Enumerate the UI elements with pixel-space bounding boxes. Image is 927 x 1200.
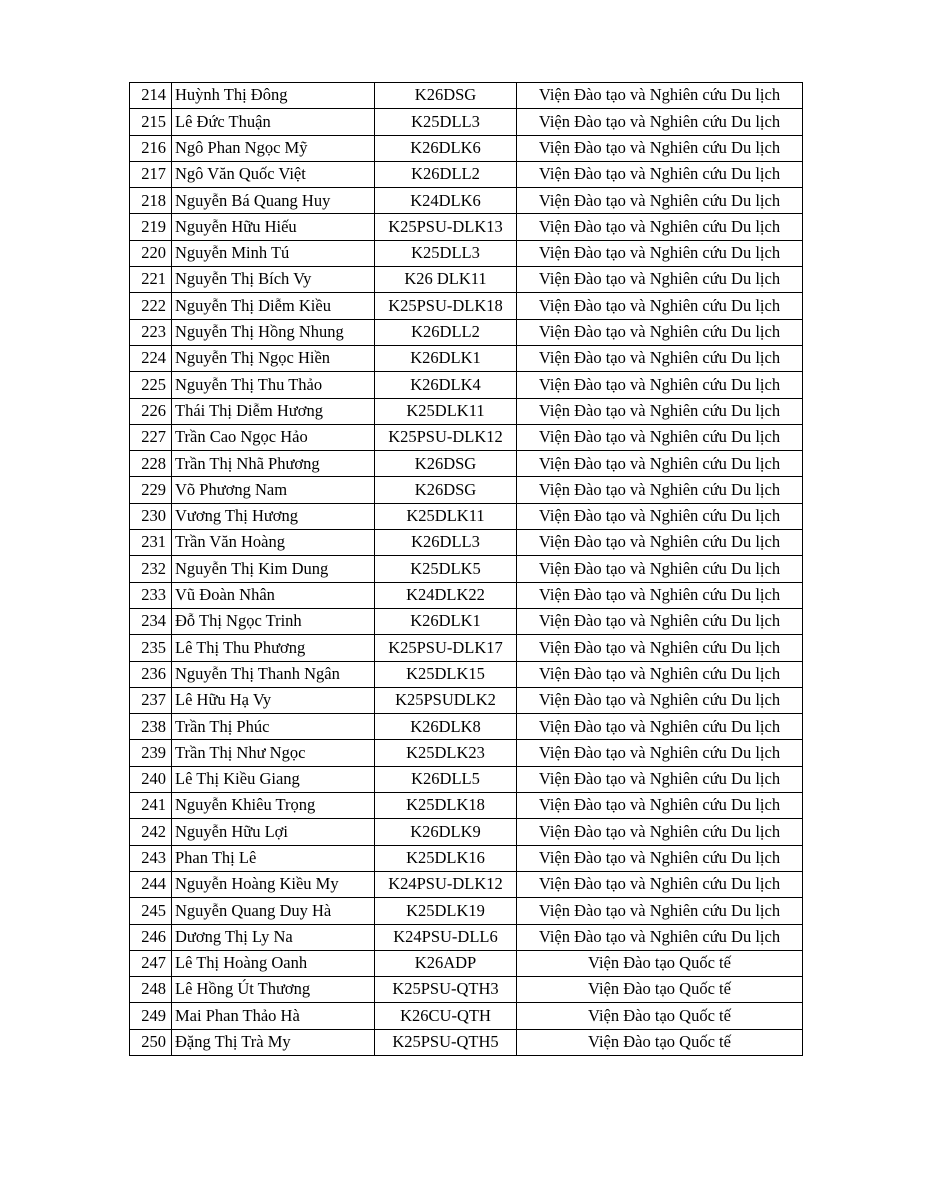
- student-name-cell: Nguyễn Hữu Lợi: [172, 819, 375, 845]
- class-code-cell: K25DLK5: [375, 556, 517, 582]
- student-name-cell: Lê Hữu Hạ Vy: [172, 687, 375, 713]
- row-number-cell: 244: [130, 871, 172, 897]
- student-name-cell: Lê Đức Thuận: [172, 109, 375, 135]
- institute-cell: Viện Đào tạo và Nghiên cứu Du lịch: [517, 714, 803, 740]
- class-code-cell: K24PSU-DLL6: [375, 924, 517, 950]
- table-row: [130, 372, 803, 398]
- student-name-cell: Nguyễn Thị Thu Thảo: [172, 372, 375, 398]
- table-row: [130, 319, 803, 345]
- class-code-cell: K26DSG: [375, 451, 517, 477]
- institute-cell: Viện Đào tạo và Nghiên cứu Du lịch: [517, 240, 803, 266]
- row-number-cell: 229: [130, 477, 172, 503]
- table-row: [130, 556, 803, 582]
- row-number-cell: 230: [130, 503, 172, 529]
- table-row: [130, 530, 803, 556]
- row-number-cell: 216: [130, 135, 172, 161]
- class-code-cell: K26 DLK11: [375, 267, 517, 293]
- table-row: [130, 950, 803, 976]
- class-code-cell: K25PSU-DLK13: [375, 214, 517, 240]
- table-row: [130, 582, 803, 608]
- class-code-cell: K26DLK1: [375, 608, 517, 634]
- table-row: [130, 714, 803, 740]
- class-code-cell: K26DLK1: [375, 345, 517, 371]
- class-code-cell: K26DLK8: [375, 714, 517, 740]
- student-name-cell: Nguyễn Quang Duy Hà: [172, 898, 375, 924]
- institute-cell: Viện Đào tạo và Nghiên cứu Du lịch: [517, 319, 803, 345]
- institute-cell: Viện Đào tạo và Nghiên cứu Du lịch: [517, 661, 803, 687]
- table-row: [130, 635, 803, 661]
- student-list-table: [129, 82, 803, 1056]
- table-row: [130, 793, 803, 819]
- institute-cell: Viện Đào tạo Quốc tế: [517, 1003, 803, 1029]
- table-row: [130, 345, 803, 371]
- class-code-cell: K25DLK18: [375, 793, 517, 819]
- row-number-cell: 240: [130, 766, 172, 792]
- student-name-cell: Lê Hồng Út Thương: [172, 977, 375, 1003]
- table-row: [130, 687, 803, 713]
- class-code-cell: K25DLK23: [375, 740, 517, 766]
- student-name-cell: Lê Thị Thu Phương: [172, 635, 375, 661]
- institute-cell: Viện Đào tạo và Nghiên cứu Du lịch: [517, 477, 803, 503]
- class-code-cell: K25DLK11: [375, 503, 517, 529]
- student-name-cell: Nguyễn Thị Diễm Kiều: [172, 293, 375, 319]
- institute-cell: Viện Đào tạo và Nghiên cứu Du lịch: [517, 135, 803, 161]
- class-code-cell: K26DLK6: [375, 135, 517, 161]
- row-number-cell: 243: [130, 845, 172, 871]
- student-name-cell: Dương Thị Ly Na: [172, 924, 375, 950]
- table-row: [130, 845, 803, 871]
- student-name-cell: Nguyễn Thị Kim Dung: [172, 556, 375, 582]
- institute-cell: Viện Đào tạo và Nghiên cứu Du lịch: [517, 766, 803, 792]
- class-code-cell: K26DLL2: [375, 161, 517, 187]
- row-number-cell: 233: [130, 582, 172, 608]
- class-code-cell: K24PSU-DLK12: [375, 871, 517, 897]
- institute-cell: Viện Đào tạo và Nghiên cứu Du lịch: [517, 582, 803, 608]
- institute-cell: Viện Đào tạo và Nghiên cứu Du lịch: [517, 293, 803, 319]
- class-code-cell: K26DLK4: [375, 372, 517, 398]
- table-row: [130, 819, 803, 845]
- institute-cell: Viện Đào tạo và Nghiên cứu Du lịch: [517, 556, 803, 582]
- student-name-cell: Trần Thị Nhã Phương: [172, 451, 375, 477]
- class-code-cell: K25PSU-DLK17: [375, 635, 517, 661]
- institute-cell: Viện Đào tạo và Nghiên cứu Du lịch: [517, 345, 803, 371]
- class-code-cell: K26DLL5: [375, 766, 517, 792]
- table-row: [130, 740, 803, 766]
- class-code-cell: K25PSU-QTH3: [375, 977, 517, 1003]
- row-number-cell: 248: [130, 977, 172, 1003]
- row-number-cell: 231: [130, 530, 172, 556]
- institute-cell: Viện Đào tạo và Nghiên cứu Du lịch: [517, 608, 803, 634]
- table-row: [130, 1029, 803, 1055]
- class-code-cell: K26DLL2: [375, 319, 517, 345]
- class-code-cell: K25DLK15: [375, 661, 517, 687]
- table-row: [130, 398, 803, 424]
- row-number-cell: 220: [130, 240, 172, 266]
- table-body: [130, 83, 803, 1056]
- row-number-cell: 221: [130, 267, 172, 293]
- student-name-cell: Ngô Văn Quốc Việt: [172, 161, 375, 187]
- row-number-cell: 235: [130, 635, 172, 661]
- class-code-cell: K25DLL3: [375, 240, 517, 266]
- student-name-cell: Trần Thị Như Ngọc: [172, 740, 375, 766]
- institute-cell: Viện Đào tạo và Nghiên cứu Du lịch: [517, 503, 803, 529]
- institute-cell: Viện Đào tạo và Nghiên cứu Du lịch: [517, 214, 803, 240]
- row-number-cell: 238: [130, 714, 172, 740]
- table-row: [130, 898, 803, 924]
- row-number-cell: 215: [130, 109, 172, 135]
- row-number-cell: 247: [130, 950, 172, 976]
- row-number-cell: 234: [130, 608, 172, 634]
- table-row: [130, 766, 803, 792]
- row-number-cell: 223: [130, 319, 172, 345]
- institute-cell: Viện Đào tạo Quốc tế: [517, 1029, 803, 1055]
- student-name-cell: Nguyễn Hoàng Kiều My: [172, 871, 375, 897]
- class-code-cell: K26ADP: [375, 950, 517, 976]
- student-name-cell: Trần Cao Ngọc Hảo: [172, 424, 375, 450]
- institute-cell: Viện Đào tạo và Nghiên cứu Du lịch: [517, 687, 803, 713]
- table-row: [130, 977, 803, 1003]
- institute-cell: Viện Đào tạo và Nghiên cứu Du lịch: [517, 451, 803, 477]
- student-name-cell: Huỳnh Thị Đông: [172, 83, 375, 109]
- table-row: [130, 83, 803, 109]
- row-number-cell: 214: [130, 83, 172, 109]
- row-number-cell: 217: [130, 161, 172, 187]
- table-row: [130, 477, 803, 503]
- class-code-cell: K26DSG: [375, 83, 517, 109]
- row-number-cell: 224: [130, 345, 172, 371]
- table-row: [130, 1003, 803, 1029]
- student-name-cell: Võ Phương Nam: [172, 477, 375, 503]
- class-code-cell: K25DLK19: [375, 898, 517, 924]
- table-row: [130, 924, 803, 950]
- institute-cell: Viện Đào tạo Quốc tế: [517, 977, 803, 1003]
- table-row: [130, 608, 803, 634]
- row-number-cell: 219: [130, 214, 172, 240]
- institute-cell: Viện Đào tạo và Nghiên cứu Du lịch: [517, 635, 803, 661]
- class-code-cell: K26DSG: [375, 477, 517, 503]
- row-number-cell: 222: [130, 293, 172, 319]
- table-row: [130, 214, 803, 240]
- institute-cell: Viện Đào tạo và Nghiên cứu Du lịch: [517, 424, 803, 450]
- table-row: [130, 135, 803, 161]
- institute-cell: Viện Đào tạo và Nghiên cứu Du lịch: [517, 871, 803, 897]
- table-row: [130, 424, 803, 450]
- student-name-cell: Vũ Đoàn Nhân: [172, 582, 375, 608]
- institute-cell: Viện Đào tạo và Nghiên cứu Du lịch: [517, 740, 803, 766]
- class-code-cell: K25PSU-QTH5: [375, 1029, 517, 1055]
- class-code-cell: K25DLK11: [375, 398, 517, 424]
- row-number-cell: 242: [130, 819, 172, 845]
- table-row: [130, 161, 803, 187]
- row-number-cell: 232: [130, 556, 172, 582]
- class-code-cell: K24DLK22: [375, 582, 517, 608]
- student-name-cell: Thái Thị Diễm Hương: [172, 398, 375, 424]
- row-number-cell: 226: [130, 398, 172, 424]
- student-name-cell: Ngô Phan Ngọc Mỹ: [172, 135, 375, 161]
- row-number-cell: 245: [130, 898, 172, 924]
- student-name-cell: Nguyễn Thị Bích Vy: [172, 267, 375, 293]
- class-code-cell: K25DLL3: [375, 109, 517, 135]
- row-number-cell: 239: [130, 740, 172, 766]
- table-row: [130, 871, 803, 897]
- row-number-cell: 225: [130, 372, 172, 398]
- class-code-cell: K24DLK6: [375, 188, 517, 214]
- institute-cell: Viện Đào tạo và Nghiên cứu Du lịch: [517, 898, 803, 924]
- row-number-cell: 218: [130, 188, 172, 214]
- class-code-cell: K26DLK9: [375, 819, 517, 845]
- class-code-cell: K25PSU-DLK12: [375, 424, 517, 450]
- row-number-cell: 228: [130, 451, 172, 477]
- student-name-cell: Lê Thị Kiều Giang: [172, 766, 375, 792]
- class-code-cell: K25PSUDLK2: [375, 687, 517, 713]
- student-name-cell: Nguyễn Thị Hồng Nhung: [172, 319, 375, 345]
- row-number-cell: 237: [130, 687, 172, 713]
- student-name-cell: Nguyễn Bá Quang Huy: [172, 188, 375, 214]
- institute-cell: Viện Đào tạo và Nghiên cứu Du lịch: [517, 845, 803, 871]
- table-row: [130, 188, 803, 214]
- student-name-cell: Nguyễn Thị Thanh Ngân: [172, 661, 375, 687]
- institute-cell: Viện Đào tạo và Nghiên cứu Du lịch: [517, 161, 803, 187]
- student-name-cell: Vương Thị Hương: [172, 503, 375, 529]
- row-number-cell: 249: [130, 1003, 172, 1029]
- table-row: [130, 293, 803, 319]
- class-code-cell: K25PSU-DLK18: [375, 293, 517, 319]
- student-name-cell: Đỗ Thị Ngọc Trinh: [172, 608, 375, 634]
- row-number-cell: 241: [130, 793, 172, 819]
- institute-cell: Viện Đào tạo và Nghiên cứu Du lịch: [517, 530, 803, 556]
- student-name-cell: Mai Phan Thảo Hà: [172, 1003, 375, 1029]
- table-row: [130, 661, 803, 687]
- student-name-cell: Nguyễn Thị Ngọc Hiền: [172, 345, 375, 371]
- student-name-cell: Trần Thị Phúc: [172, 714, 375, 740]
- student-name-cell: Lê Thị Hoàng Oanh: [172, 950, 375, 976]
- student-name-cell: Đặng Thị Trà My: [172, 1029, 375, 1055]
- row-number-cell: 246: [130, 924, 172, 950]
- student-name-cell: Nguyễn Hữu Hiếu: [172, 214, 375, 240]
- institute-cell: Viện Đào tạo và Nghiên cứu Du lịch: [517, 793, 803, 819]
- institute-cell: Viện Đào tạo và Nghiên cứu Du lịch: [517, 83, 803, 109]
- institute-cell: Viện Đào tạo và Nghiên cứu Du lịch: [517, 109, 803, 135]
- student-name-cell: Trần Văn Hoàng: [172, 530, 375, 556]
- row-number-cell: 236: [130, 661, 172, 687]
- table-row: [130, 109, 803, 135]
- table-row: [130, 240, 803, 266]
- institute-cell: Viện Đào tạo và Nghiên cứu Du lịch: [517, 398, 803, 424]
- institute-cell: Viện Đào tạo và Nghiên cứu Du lịch: [517, 372, 803, 398]
- student-name-cell: Nguyễn Minh Tú: [172, 240, 375, 266]
- row-number-cell: 250: [130, 1029, 172, 1055]
- institute-cell: Viện Đào tạo và Nghiên cứu Du lịch: [517, 267, 803, 293]
- class-code-cell: K25DLK16: [375, 845, 517, 871]
- student-name-cell: Phan Thị Lê: [172, 845, 375, 871]
- student-name-cell: Nguyễn Khiêu Trọng: [172, 793, 375, 819]
- institute-cell: Viện Đào tạo và Nghiên cứu Du lịch: [517, 819, 803, 845]
- class-code-cell: K26DLL3: [375, 530, 517, 556]
- row-number-cell: 227: [130, 424, 172, 450]
- institute-cell: Viện Đào tạo và Nghiên cứu Du lịch: [517, 924, 803, 950]
- institute-cell: Viện Đào tạo và Nghiên cứu Du lịch: [517, 188, 803, 214]
- table-row: [130, 503, 803, 529]
- class-code-cell: K26CU-QTH: [375, 1003, 517, 1029]
- institute-cell: Viện Đào tạo Quốc tế: [517, 950, 803, 976]
- table-row: [130, 451, 803, 477]
- table-row: [130, 267, 803, 293]
